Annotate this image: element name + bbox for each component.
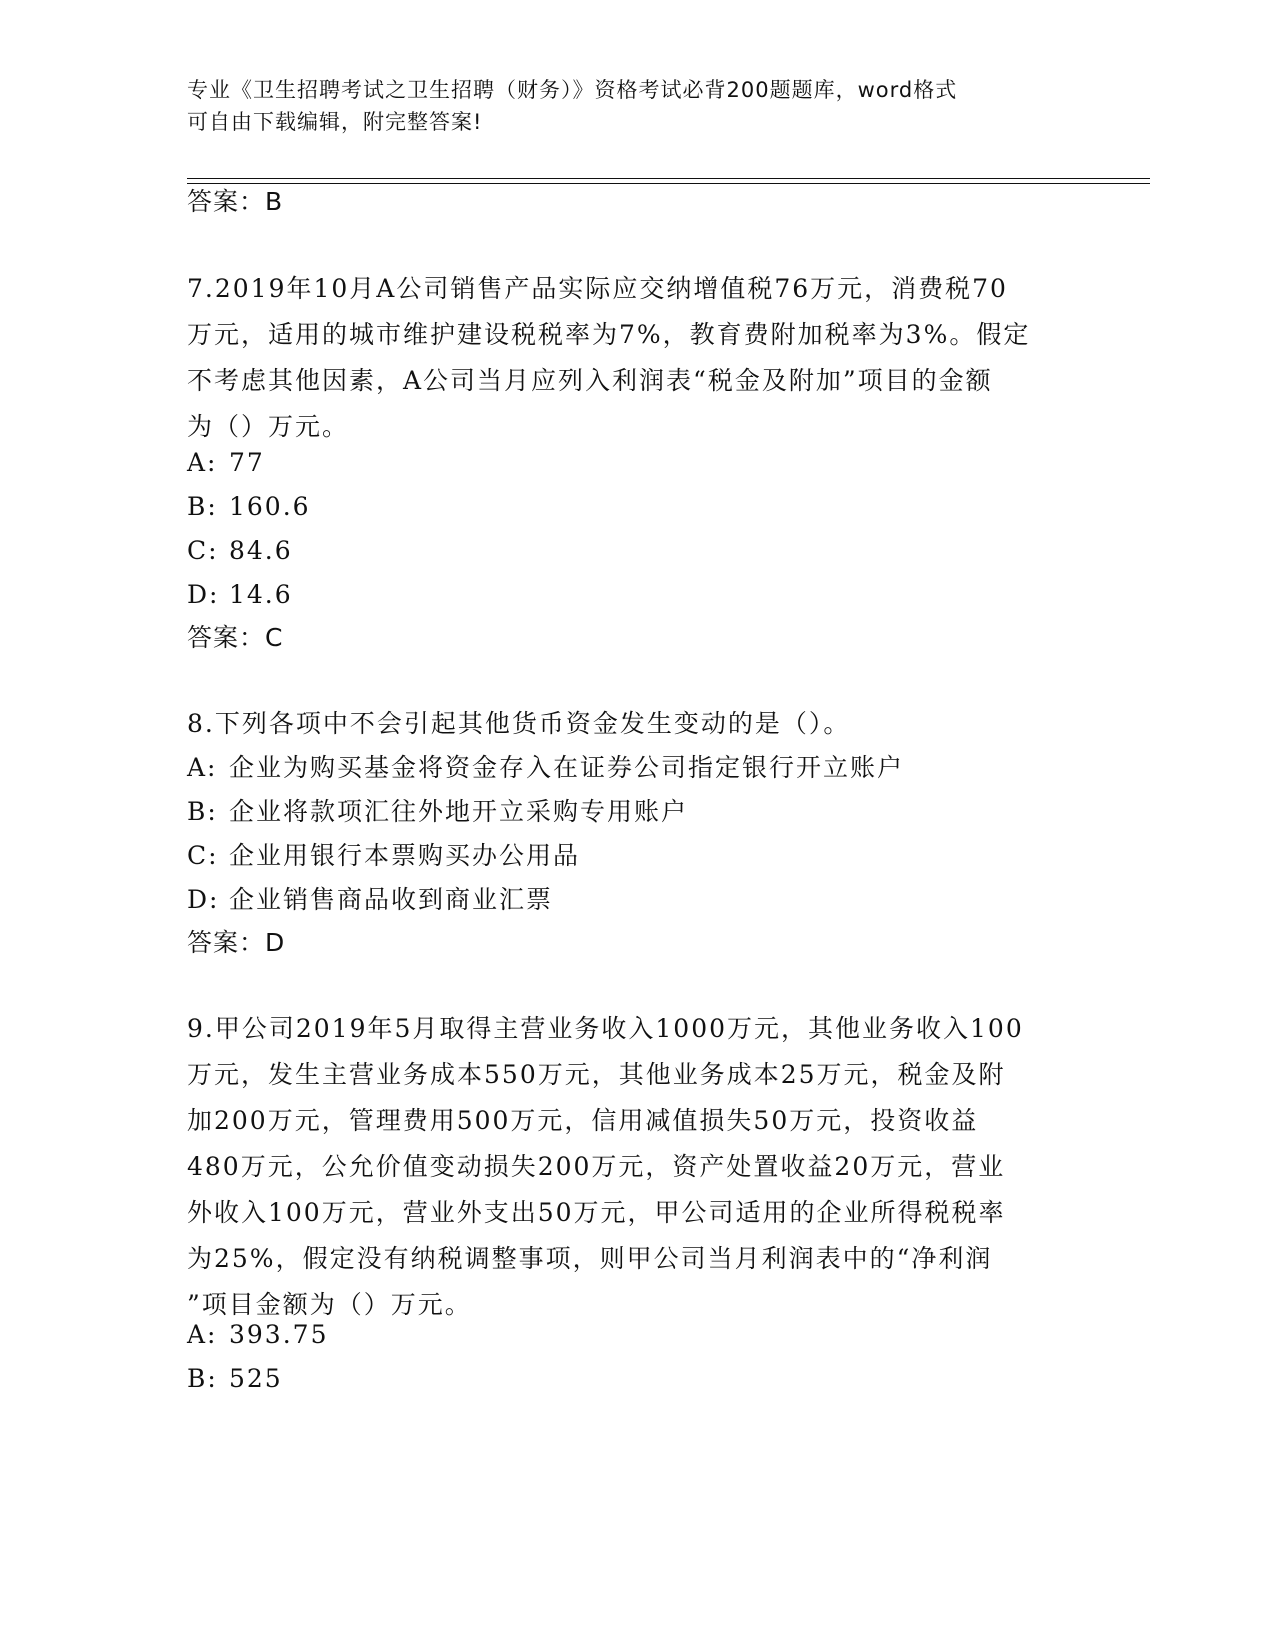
question-9-option-a: A: 393.75 xyxy=(187,1320,329,1349)
question-9-text xyxy=(187,1006,1087,1328)
question-7-option-d: D: 14.6 xyxy=(187,580,293,609)
question-9-line: 为25%，假定没有纳税调整事项，则甲公司当月利润表中的“净利润 xyxy=(187,1244,993,1273)
question-8-option-b: B: 企业将款项汇往外地开立采购专用账户 xyxy=(187,797,689,826)
question-9-line: 外收入100万元，营业外支出50万元，甲公司适用的企业所得税税率 xyxy=(187,1198,1006,1227)
question-7-answer: 答案：C xyxy=(187,623,284,652)
question-9-line: 480万元，公允价值变动损失200万元，资产处置收益20万元，营业 xyxy=(187,1152,1006,1181)
document-header xyxy=(187,74,1067,138)
question-8-option-d: D: 企业销售商品收到商业汇票 xyxy=(187,885,554,914)
question-8-answer: 答案：D xyxy=(187,928,286,957)
question-7-line: 不考虑其他因素，A公司当月应列入利润表“税金及附加”项目的金额 xyxy=(187,366,993,395)
question-7-text xyxy=(187,266,1087,450)
header-divider-bottom xyxy=(187,183,1150,184)
question-9-line: 9.甲公司2019年5月取得主营业务收入1000万元，其他业务收入100 xyxy=(187,1014,1024,1043)
header-divider-top xyxy=(187,178,1150,179)
question-8-line: 8.下列各项中不会引起其他货币资金发生变动的是（）。 xyxy=(187,709,851,738)
question-9-option-b: B: 525 xyxy=(187,1364,283,1393)
question-9-line: 加200万元，管理费用500万元，信用减值损失50万元，投资收益 xyxy=(187,1106,979,1135)
question-8-option-c: C: 企业用银行本票购买办公用品 xyxy=(187,841,581,870)
question-7-line: 为（）万元。 xyxy=(187,412,350,441)
question-9-line: 万元，发生主营业务成本550万元，其他业务成本25万元，税金及附 xyxy=(187,1060,1006,1089)
question-7-line: 7.2019年10月A公司销售产品实际应交纳增值税76万元，消费税70 xyxy=(187,274,1008,303)
header-line-1: 专业《卫生招聘考试之卫生招聘（财务）》资格考试必背200题题库，word格式 xyxy=(187,78,958,102)
question-9-line: ”项目金额为（）万元。 xyxy=(187,1290,472,1319)
question-8-text xyxy=(187,701,1087,747)
question-7-line: 万元，适用的城市维护建设税税率为7%，教育费附加税率为3%。假定 xyxy=(187,320,1031,349)
question-7-option-a: A: 77 xyxy=(187,448,265,477)
answer-previous: 答案：B xyxy=(187,187,284,216)
question-7-option-b: B: 160.6 xyxy=(187,492,311,521)
header-line-2: 可自由下载编辑，附完整答案! xyxy=(187,110,483,134)
question-7-option-c: C: 84.6 xyxy=(187,536,293,565)
question-8-option-a: A: 企业为购买基金将资金存入在证券公司指定银行开立账户 xyxy=(187,753,905,782)
